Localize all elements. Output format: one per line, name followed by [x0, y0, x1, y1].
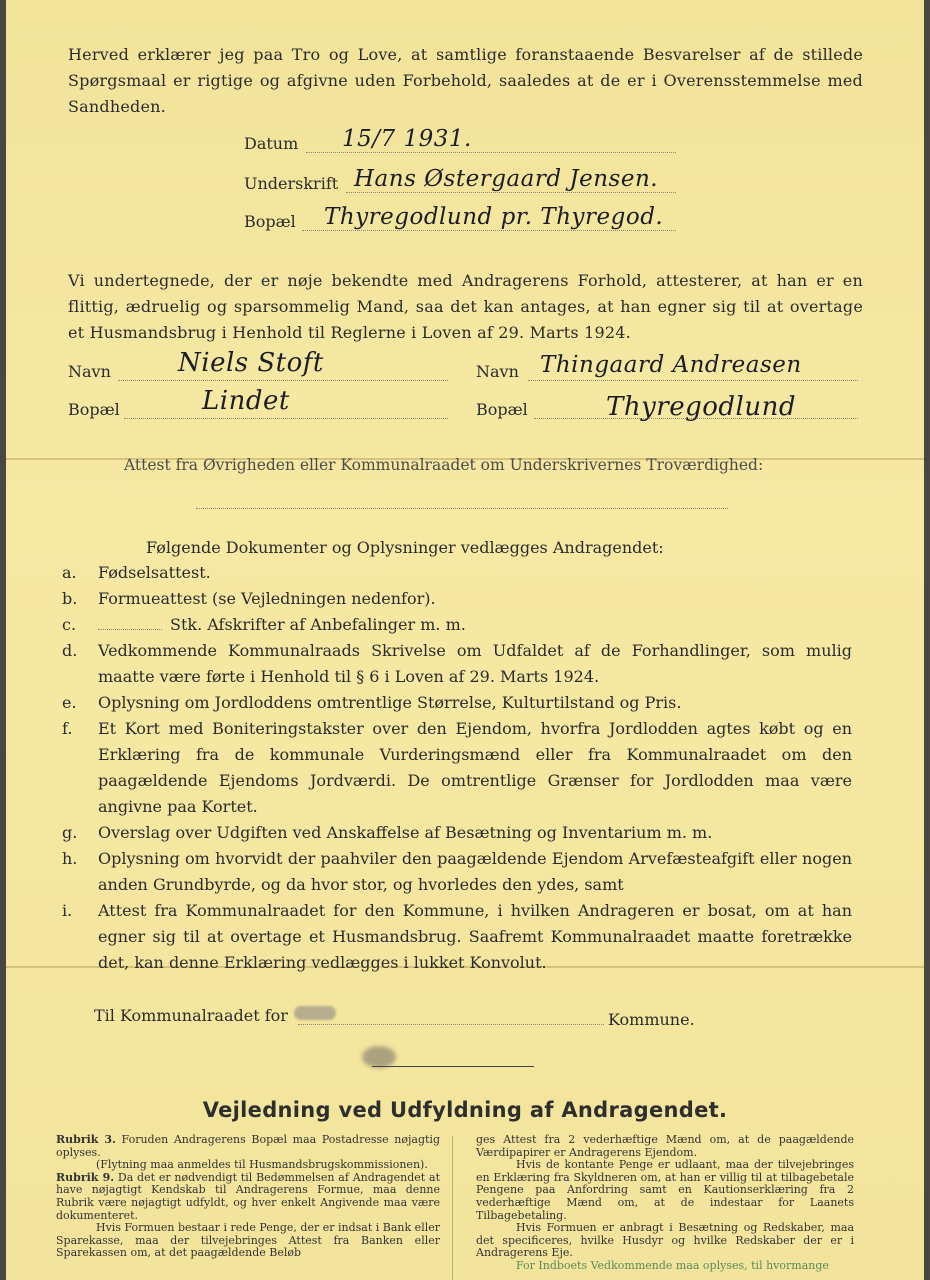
attestation-paragraph: Vi undertegnede, der er nøje bekendte med Andragerens Forhold, attesterer, at han er en flittig, ædruelig og sparsommelig Mand, saa det kan antages, at han egner sig til at overtage et Husmandsbrug i Henhold til Reglerne i Loven af 29. Marts 1924. [68, 271, 863, 342]
underskrift-value: Hans Østergaard Jensen. [354, 166, 659, 192]
ink-smudge [362, 1046, 396, 1068]
guide-right-column: ges Attest fra 2 vederhæftige Mænd om, at de paagældende Værdipapirer er Andragerens Ejendom. Hvis de kontante Penge er udlaant, maa der tilvejebringes en Erklæring fra Skyldneren om, at han er villig til at tilbagebetale Pengene paa Anfordring samt en Kautionserklæring fra 2 vederhæftige Mænd om, at de indestaar for Laanets Tilbagebetaling. Hvis Formuen er anbragt i Besætning og Redskaber, maa det specificeres, hvilke Husdyr og hvilke Redskaber der er i Andragerens Eje. For Indboets Vedkommende maa oplyses, til hvormange [476, 1133, 854, 1272]
witness-left-bopael-line [124, 418, 448, 419]
witness-right-bopael: Thyregodlund [606, 392, 796, 422]
stk-count-blank [98, 629, 162, 630]
rubrik-9-label: Rubrik 9. [56, 1170, 115, 1184]
addressee-line [298, 1024, 604, 1025]
witness-left-bopael: Lindet [202, 386, 290, 416]
list-item: g. Overslag over Udgiften ved Anskaffelse af Besætning og Inventarium m. m. [62, 823, 713, 842]
underskrift-label: Underskrift [244, 174, 339, 193]
declaration-paragraph: Herved erklærer jeg paa Tro og Love, at samtlige foranstaaende Besvarelser af de stillede Spørgsmaal er rigtige og afgivne uden Forbehold, saaledes at de er i Overensstemmelse med Sandheden. [68, 45, 863, 116]
datum-label: Datum [244, 134, 299, 153]
datum-line [306, 152, 676, 153]
authority-attest-line [196, 508, 728, 509]
witness-right-bopael-label: Bopæl [476, 400, 528, 419]
witness-right-navn-line [528, 380, 858, 381]
guide-title: Vejledning ved Udfyldning af Andragendet. [202, 1098, 728, 1122]
redaction-smudge [294, 1006, 336, 1020]
datum-value: 15/7 1931. [342, 126, 472, 152]
witness-left-navn-line [118, 380, 448, 381]
list-item: h. Oplysning om hvorvidt der paahviler den paagældende Ejendom Arvefæsteafgift eller nogen anden Grundbyrde, og da hvor stor, og hvorledes den ydes, samt [62, 849, 852, 894]
witness-right-navn-label: Navn [476, 362, 519, 381]
authority-attest-heading: Attest fra Øvrigheden eller Kommunalraadet om Underskrivernes Troværdighed: [124, 456, 764, 474]
addressee-suffix: Kommune. [608, 1010, 695, 1029]
documents-intro: Følgende Dokumenter og Oplysninger vedlægges Andragendet: [146, 538, 664, 557]
rubrik-3-label: Rubrik 3. [56, 1133, 116, 1146]
list-item: i. Attest fra Kommunalraadet for den Kommune, i hvilken Andrageren er bosat, om at han egner sig til at overtage et Husmandsbrug. Saafremt Kommunalraadet maatte foretrække det, kan denne Erklæring vedlægges i lukket Konvolut. [62, 901, 852, 972]
witness-right-name: Thingaard Andreasen [540, 352, 802, 378]
bopael-line [302, 230, 676, 231]
list-item: b. Formueattest (se Vejledningen nedenfor). [62, 589, 436, 608]
application-page [6, 0, 924, 1280]
bopael-value: Thyregodlund pr. Thyregod. [324, 204, 664, 230]
documents-list [62, 560, 852, 976]
underskrift-line [346, 192, 676, 193]
guide-left-column: Rubrik 3. Foruden Andragerens Bopæl maa Postadresse nøjagtig oplyses. (Flytning maa anmeldes til Husmandsbrugskommissionen). Rubrik 9. Da det er nødvendigt til Bedømmelsen af Andragendet at have nøjagtigt Kendskab til Andragerens Formue, maa denne Rubrik være nøjagtigt udfyldt, og hver enkelt Angivende maa være dokumenteret. Hvis Formuen bestaar i rede Penge, der er indsat i Bank eller Sparekasse, maa der tilvejebringes Attest fra Banken eller Sparekassen om, at det paagældende Beløb [56, 1133, 440, 1260]
list-item: d. Vedkommende Kommunalraads Skrivelse om Udfaldet af de Forhandlinger, som mulig maatte være førte i Henhold til § 6 i Loven af 29. Marts 1924. [62, 641, 852, 686]
bopael-label: Bopæl [244, 212, 296, 231]
witness-left-navn-label: Navn [68, 362, 111, 381]
list-item: a. Fødselsattest. [62, 563, 211, 582]
addressee-prefix: Til Kommunalraadet for [94, 1006, 288, 1025]
list-item: e. Oplysning om Jordloddens omtrentlige Størrelse, Kulturtilstand og Pris. [62, 693, 682, 712]
signature-line [372, 1066, 534, 1067]
witness-left-name: Niels Stoft [178, 348, 324, 378]
column-divider [452, 1136, 453, 1280]
list-item: f. Et Kort med Boniteringstakster over den Ejendom, hvorfra Jordlodden agtes købt og en Erklæring fra de kommunale Vurderingsmænd eller fra Kommunalraadet om den paagældende Ejendoms Jordværdi. De omtrentlige Grænser for Jordlodden maa være angivne paa Kortet. [62, 719, 852, 816]
list-item: c. Stk. Afskrifter af Anbefalinger m. m. [62, 615, 466, 634]
witness-left-bopael-label: Bopæl [68, 400, 120, 419]
